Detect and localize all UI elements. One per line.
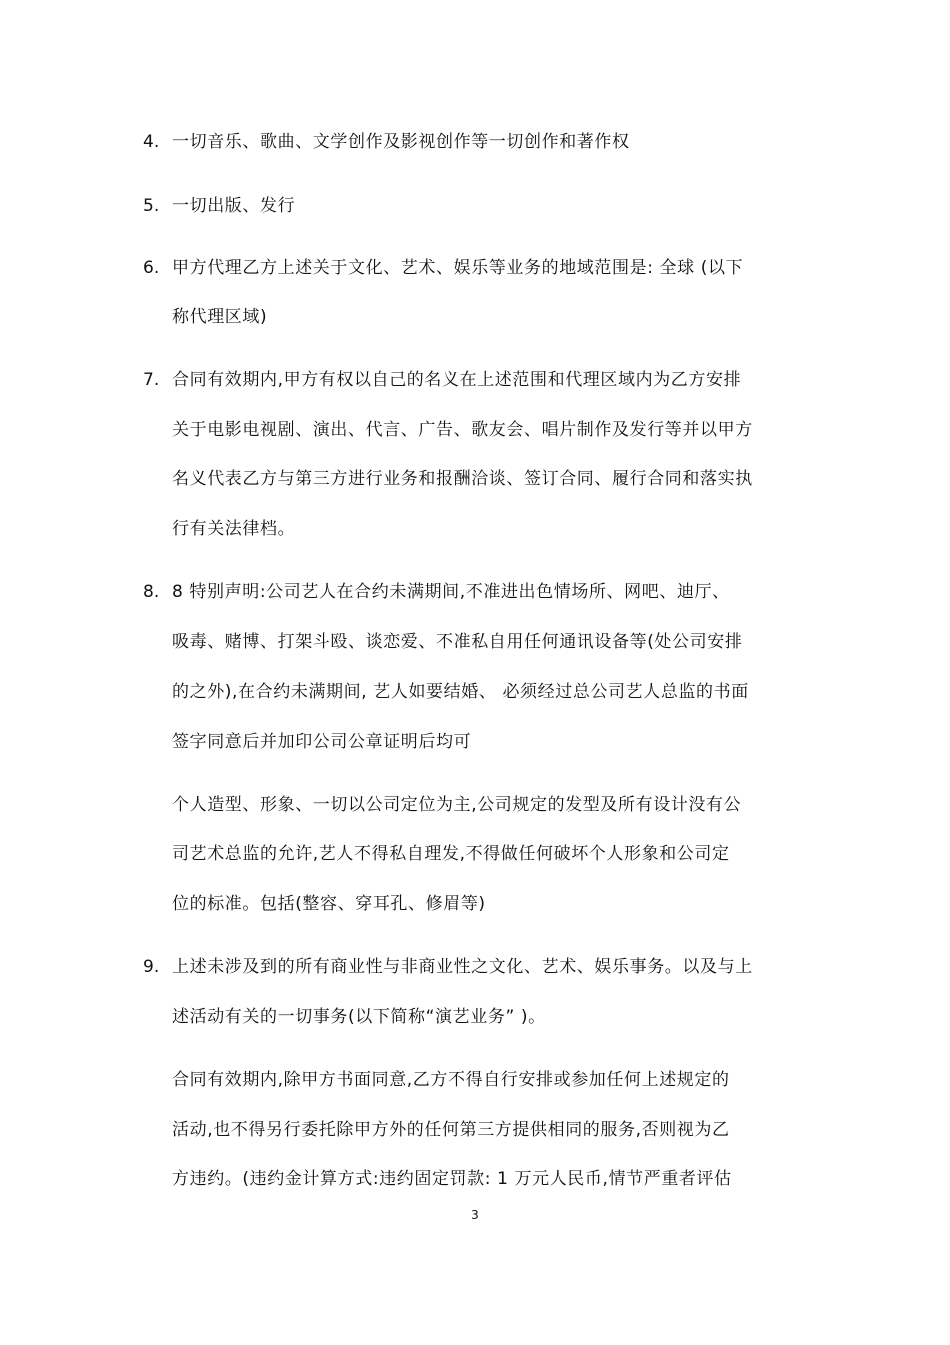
item-line: 称代理区域) xyxy=(172,307,268,327)
item-number: 8. xyxy=(143,582,160,602)
item-number: 6. xyxy=(143,258,160,278)
item-line: 名义代表乙方与第三方进行业务和报酬洽谈、签订合同、履行合同和落实执 xyxy=(172,469,753,489)
item-line: 的之外),在合约未满期间, 艺人如要结婚、 必须经过总公司艺人总监的书面 xyxy=(172,682,749,702)
item-line: 吸毒、赌博、打架斗殴、谈恋爱、不准私自用任何通讯设备等(处公司安排 xyxy=(172,632,743,652)
page-number: 3 xyxy=(471,1208,479,1222)
item-line: 述活动有关的一切事务(以下简称“演艺业务” )。 xyxy=(172,1007,546,1027)
paragraph-line: 个人造型、形象、一切以公司定位为主,公司规定的发型及所有设计没有公 xyxy=(172,795,742,815)
paragraph-line: 位的标准。包括(整容、穿耳孔、修眉等) xyxy=(172,894,486,914)
item-line: 一切音乐、歌曲、文学创作及影视创作等一切创作和著作权 xyxy=(172,132,630,152)
item-number: 7. xyxy=(143,370,160,390)
item-number: 9. xyxy=(143,957,160,977)
paragraph-line: 方违约。(违约金计算方式:违约固定罚款: 1 万元人民币,情节严重者评估 xyxy=(172,1169,732,1189)
paragraph-line: 活动,也不得另行委托除甲方外的任何第三方提供相同的服务,否则视为乙 xyxy=(172,1120,730,1140)
item-number: 5. xyxy=(143,196,160,216)
paragraph-line: 司艺术总监的允许,艺人不得私自理发,不得做任何破坏个人形象和公司定 xyxy=(172,844,730,864)
paragraph-line: 合同有效期内,除甲方书面同意,乙方不得自行安排或参加任何上述规定的 xyxy=(172,1070,730,1090)
item-line: 一切出版、发行 xyxy=(172,196,296,216)
item-line: 关于电影电视剧、演出、代言、广告、歌友会、唱片制作及发行等并以甲方 xyxy=(172,420,753,440)
item-line: 8 特别声明:公司艺人在合约未满期间,不准进出色情场所、网吧、迪厅、 xyxy=(172,582,730,602)
item-line: 甲方代理乙方上述关于文化、艺术、娱乐等业务的地域范围是: 全球 (以下 xyxy=(172,258,744,278)
item-line: 行有关法律档。 xyxy=(172,519,296,539)
item-line: 上述未涉及到的所有商业性与非商业性之文化、艺术、娱乐事务。以及与上 xyxy=(172,957,753,977)
item-number: 4. xyxy=(143,132,160,152)
item-line: 合同有效期内,甲方有权以自己的名义在上述范围和代理区域内为乙方安排 xyxy=(172,370,742,390)
item-line: 签字同意后并加印公司公章证明后均可 xyxy=(172,732,472,752)
